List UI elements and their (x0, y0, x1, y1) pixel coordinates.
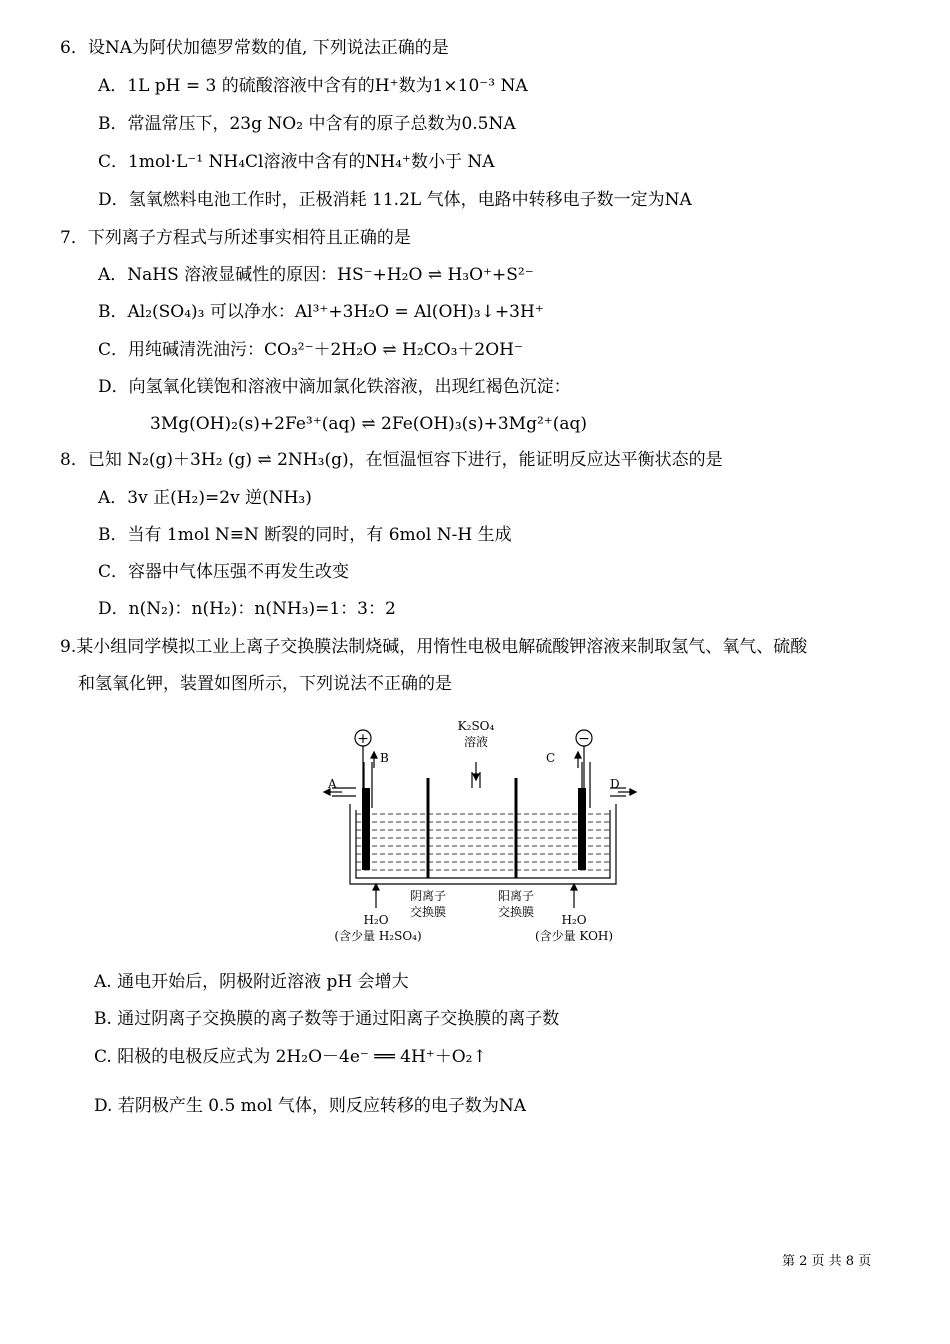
left-inlet-label-2: (含少量 H₂SO₄) (334, 929, 422, 943)
q9-stem-line1: 9.某小组同学模拟工业上离子交换膜法制烧碱，用惰性电极电解硫酸钾溶液来制取氢气、氧气、硫酸 (60, 637, 808, 657)
feed-label-1: K₂SO₄ (457, 719, 495, 733)
left-inlet-label-1: H₂O (363, 913, 389, 927)
q6-option-a: A．1L pH = 3 的硫酸溶液中含有的H⁺数为1×10⁻³ NA (98, 76, 528, 96)
q6-stem: 6．设NA为阿伏加德罗常数的值, 下列说法正确的是 (60, 38, 449, 58)
q6-option-c: C．1mol·L⁻¹ NH₄Cl溶液中含有的NH₄⁺数小于 NA (98, 152, 495, 172)
q9-option-c: C. 阳极的电极反应式为 2H₂O－4e⁻ ══ 4H⁺＋O₂↑ (94, 1047, 487, 1067)
q8-option-a: A．3v 正(H₂)=2v 逆(NH₃) (98, 488, 312, 508)
electrolyte-level (356, 814, 610, 870)
q7-option-c: C．用纯碱清洗油污：CO₃²⁻＋2H₂O ⇌ H₂CO₃＋2OH⁻ (98, 340, 523, 360)
q6-option-d: D．氢氧燃料电池工作时，正极消耗 11.2L 气体，电路中转移电子数一定为NA (98, 190, 692, 210)
q8-option-c: C．容器中气体压强不再发生改变 (98, 562, 350, 582)
feed-label-2: 溶液 (463, 735, 489, 749)
q9-option-a: A. 通电开始后，阴极附近溶液 pH 会增大 (94, 972, 409, 992)
q8-option-d: D．n(N₂)：n(H₂)：n(NH₃)=1：3：2 (98, 599, 396, 619)
q6-option-b: B．常温常压下，23g NO₂ 中含有的原子总数为0.5NA (98, 114, 516, 134)
cation-membrane-label-2: 交换膜 (497, 905, 535, 919)
anode-electrode (362, 788, 370, 870)
q7-option-a: A．NaHS 溶液显碱性的原因：HS⁻+H₂O ⇌ H₃O⁺+S²⁻ (98, 265, 534, 285)
label-c: C (546, 751, 556, 765)
cation-membrane-label-1: 阳离子 (497, 889, 535, 903)
q8-option-b: B．当有 1mol N≡N 断裂的同时，有 6mol N-H 生成 (98, 525, 512, 545)
right-inlet-label-2: (含少量 KOH) (534, 929, 614, 943)
label-b: B (380, 751, 389, 765)
minus-sign: − (578, 731, 590, 747)
anion-membrane-label-1: 阴离子 (409, 889, 447, 903)
anion-membrane-label-2: 交换膜 (409, 905, 447, 919)
q8-stem: 8．已知 N₂(g)＋3H₂ (g) ⇌ 2NH₃(g)，在恒温恒容下进行，能证明反应达平衡状态的是 (60, 450, 723, 470)
q7-option-b: B．Al₂(SO₄)₃ 可以净水：Al³⁺+3H₂O = Al(OH)₃↓+3H⁺ (98, 302, 544, 322)
cathode-electrode (578, 788, 586, 870)
right-inlet-label-1: H₂O (561, 913, 587, 927)
electrolysis-diagram (320, 718, 640, 950)
q7-stem: 7．下列离子方程式与所述事实相符且正确的是 (60, 228, 411, 248)
tank-outer-wall (350, 804, 616, 884)
page-footer: 第 2 页 共 8 页 (782, 1254, 872, 1269)
plus-sign: + (357, 731, 369, 747)
label-d: D (610, 777, 620, 791)
label-a: A (328, 777, 337, 791)
q9-option-b: B. 通过阴离子交换膜的离子数等于通过阳离子交换膜的离子数 (94, 1009, 560, 1029)
q7-option-d: D．向氢氧化镁饱和溶液中滴加氯化铁溶液，出现红褐色沉淀： (98, 377, 571, 397)
tank-inner-wall (356, 810, 610, 878)
q7-option-d-equation: 3Mg(OH)₂(s)+2Fe³⁺(aq) ⇌ 2Fe(OH)₃(s)+3Mg²⁺(aq) (150, 414, 588, 434)
q9-option-d: D. 若阴极产生 0.5 mol 气体，则反应转移的电子数为NA (94, 1096, 527, 1116)
q9-stem-line2: 和氢氧化钾，装置如图所示，下列说法不正确的是 (78, 674, 452, 694)
